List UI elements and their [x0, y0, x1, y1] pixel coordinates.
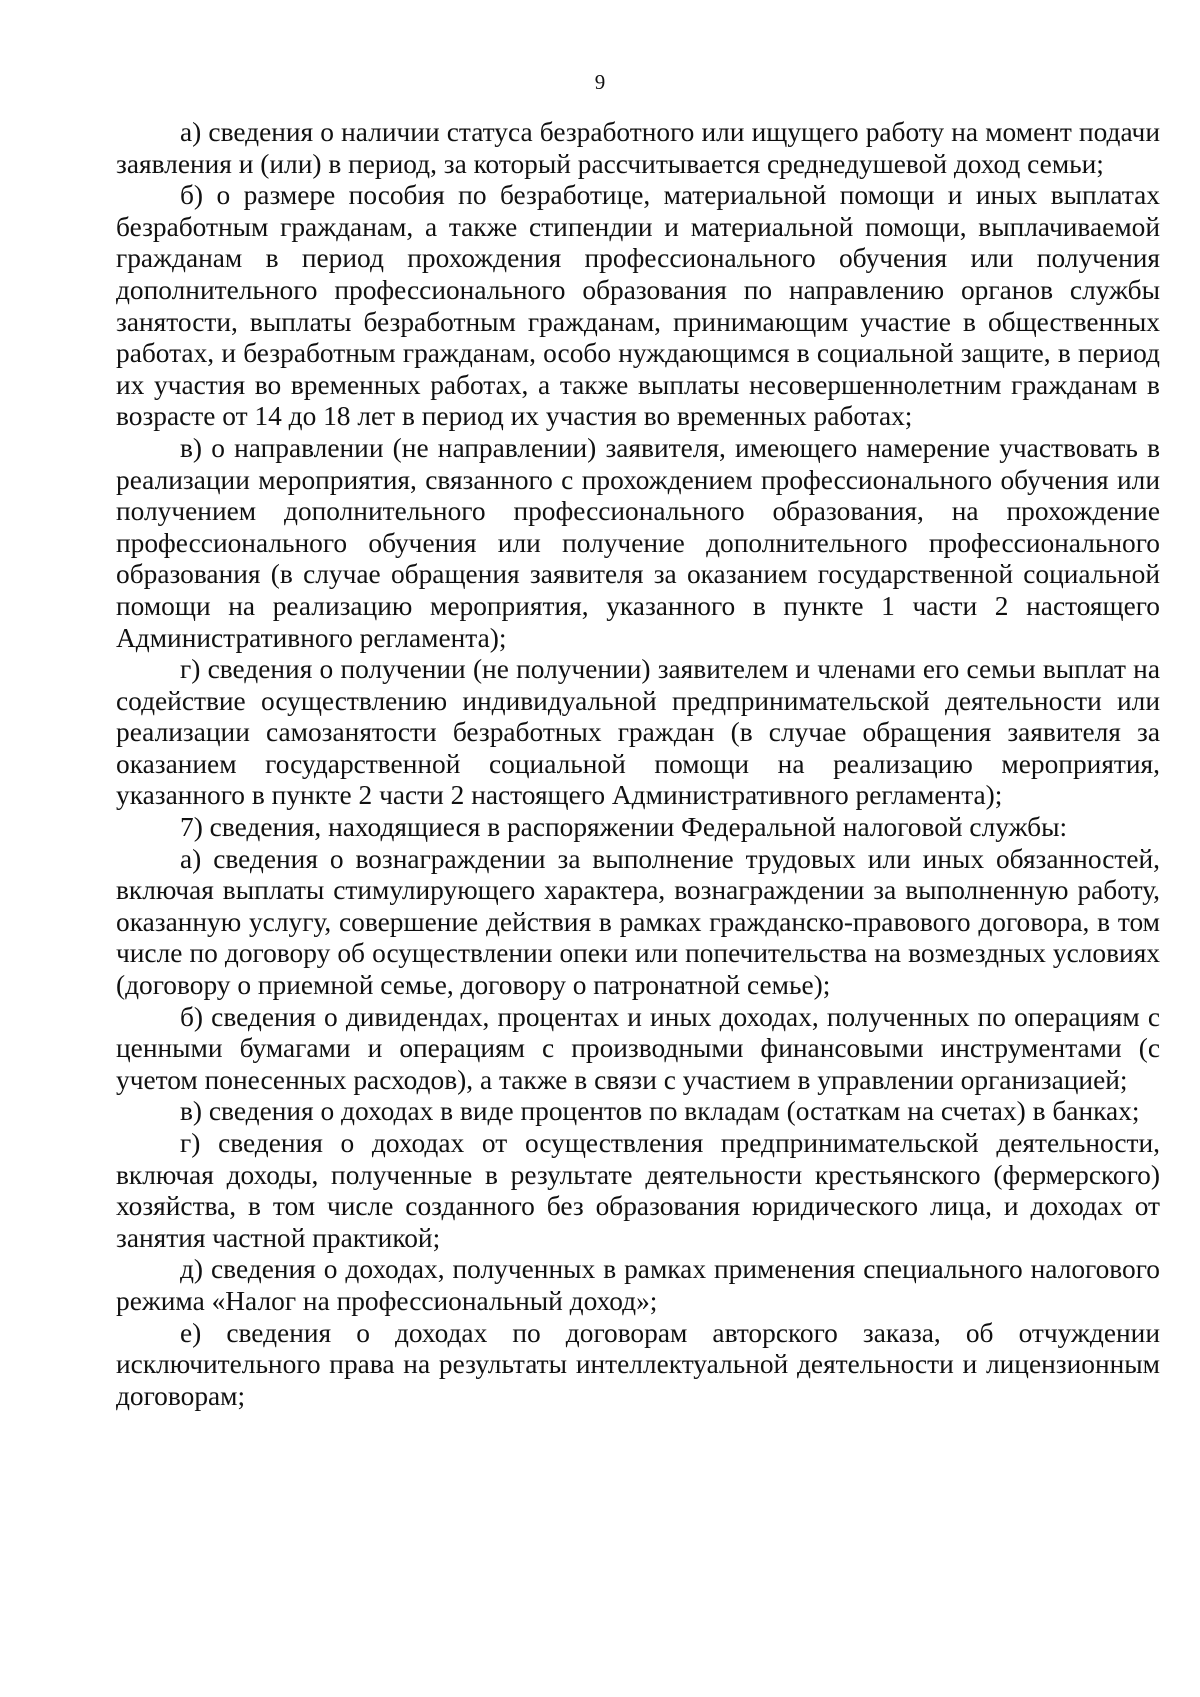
paragraph-3d-self-employment-payments: г) сведения о получении (не получении) заявителем и членами его семьи выплат на содействие осуществлению индивидуальной предпринимательской деятельности или реализации самозанятости безработных граждан (в случае обращения заявителя за оказанием государственной социальной помощи на реализацию мероприятия, указанного в пункте 2 части 2 настоящего Административного регламента);	[116, 654, 1160, 811]
paragraph-7e-professional-income-tax: д) сведения о доходах, полученных в рамках применения специального налогового режима «Налог на профессиональный доход»;	[116, 1254, 1160, 1316]
paragraph-7a-remuneration: а) сведения о вознаграждении за выполнение трудовых или иных обязанностей, включая выплаты стимулирующего характера, вознаграждении за выполненную работу, оказанную услугу, совершение действия в рамках гражданско-правового договора, в том числе по договору об осуществлении опеки или попечительства на возмездных условиях (договору о приемной семье, договору о патронатной семье);	[116, 843, 1160, 1001]
paragraph-7b-dividends: б) сведения о дивидендах, процентах и иных доходах, полученных по операциям с ценными бумагами и операциям с производными финансовыми инструментами (с учетом понесенных расходов), а также в связи с участием в управлении организацией;	[116, 1001, 1160, 1095]
document-body	[116, 117, 1160, 1412]
page-number: 9	[594, 70, 606, 94]
paragraph-7f-author-contracts: е) сведения о доходах по договорам авторского заказа, об отчуждении исключительного права на результаты интеллектуальной деятельности и лицензионным договорам;	[116, 1317, 1160, 1411]
paragraph-3b-unemployment-benefits: б) о размере пособия по безработице, материальной помощи и иных выплатах безработным гражданам, а также стипендии и материальной помощи, выплачиваемой гражданам в период прохождения профессионального обучения или получения дополнительного профессионального образования по направлению органов службы занятости, выплаты безработным гражданам, принимающим участие в общественных работах, и безработным гражданам, особо нуждающимся в социальной защите, в период их участия во временных работах, а также выплаты несовершеннолетним гражданам в возрасте от 14 до 18 лет в период их участия во временных работах;	[116, 180, 1160, 432]
paragraph-7-tax-service-heading: 7) сведения, находящиеся в распоряжении Федеральной налоговой службы:	[180, 812, 1068, 843]
paragraph-3c-training-referral: в) о направлении (не направлении) заявителя, имеющего намерение участвовать в реализации мероприятия, связанного с прохождением профессионального обучения или получением дополнительного профессионального образования, на прохождение профессионального обучения или получение дополнительного профессионального образования (в случае обращения заявителя за оказанием государственной социальной помощи на реализацию мероприятия, указанного в пункте 1 части 2 настоящего Административного регламента);	[116, 432, 1160, 653]
paragraph-7d-business-income: г) сведения о доходах от осуществления предпринимательской деятельности, включая доходы, полученные в результате деятельности крестьянского (фермерского) хозяйства, в том числе созданного без образования юридического лица, и доходах от занятия частной практикой;	[116, 1128, 1160, 1253]
paragraph-3a-unemployment-status: а) сведения о наличии статуса безработного или ищущего работу на момент подачи заявления и (или) в период, за который рассчитывается среднедушевой доход семьи;	[116, 117, 1160, 179]
paragraph-7c-deposit-interest: в) сведения о доходах в виде процентов по вкладам (остаткам на счетах) в банках;	[180, 1096, 1140, 1127]
